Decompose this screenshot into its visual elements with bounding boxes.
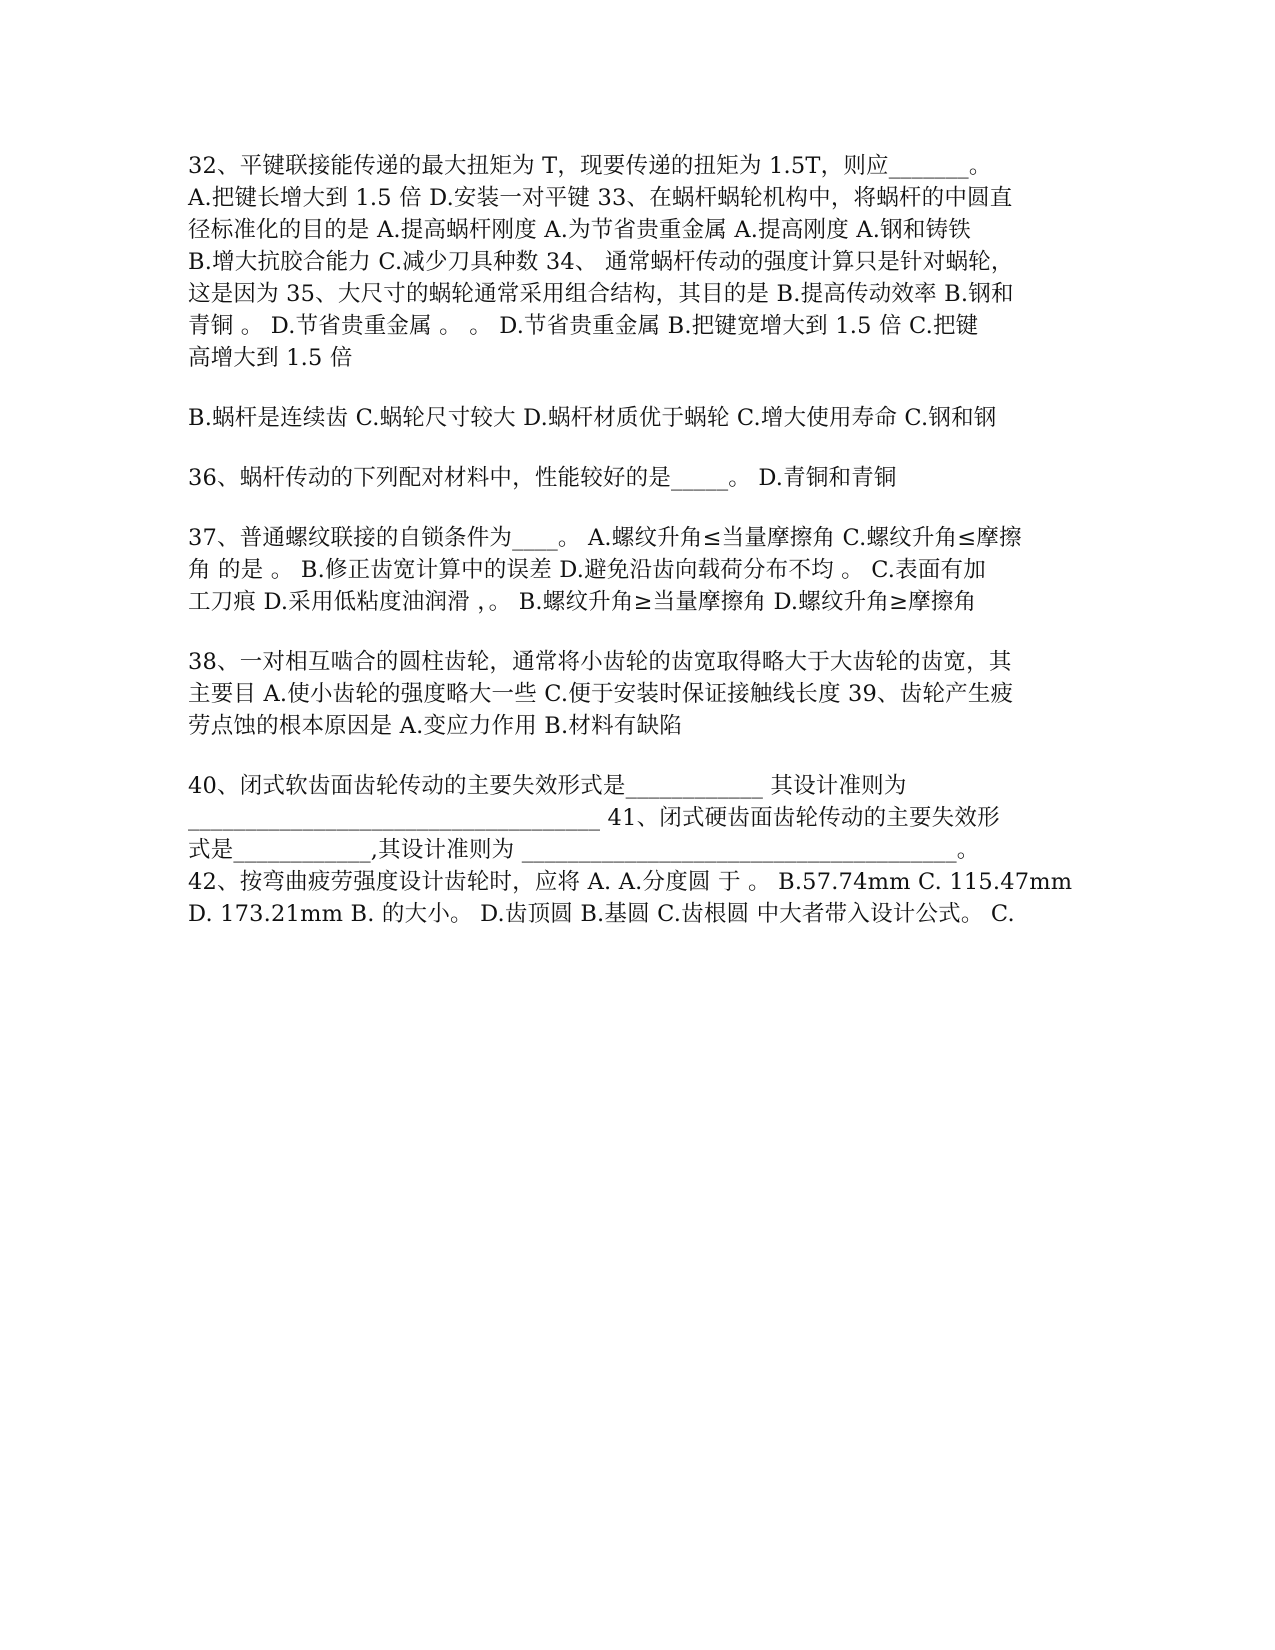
paragraph-options-34 [188, 402, 1108, 434]
text-line: 角 的是 。 B.修正齿宽计算中的误差 D.避免沿齿向载荷分布不均 。 C.表面有加 [188, 557, 986, 583]
text-line: 32、平键联接能传递的最大扭矩为 T，现要传递的扭矩为 1.5T，则应_______。 [188, 153, 992, 179]
text-line: A.把键长增大到 1.5 倍 D.安装一对平键 33、在蜗杆蜗轮机构中，将蜗杆的中圆直 [188, 185, 1013, 211]
text-line: 36、蜗杆传动的下列配对材料中，性能较好的是_____。 D.青铜和青铜 [188, 465, 897, 491]
paragraph-q32-35 [188, 150, 1108, 374]
paragraph-gap [188, 618, 1108, 646]
text-line: 径标准化的目的是 A.提高蜗杆刚度 A.为节省贵重金属 A.提高刚度 A.钢和铸铁 [188, 217, 971, 243]
paragraph-q38-39 [188, 646, 1108, 742]
paragraph-q37 [188, 522, 1108, 618]
text-line: 劳点蚀的根本原因是 A.变应力作用 B.材料有缺陷 [188, 713, 682, 739]
text-line: 这是因为 35、大尺寸的蜗轮通常采用组合结构，其目的是 B.提高传动效率 B.钢和 [188, 281, 1014, 307]
text-line: B.蜗杆是连续齿 C.蜗轮尺寸较大 D.蜗杆材质优于蜗轮 C.增大使用寿命 C.钢和钢 [188, 405, 997, 431]
text-line: 高增大到 1.5 倍 [188, 345, 353, 371]
text-line: B.增大抗胶合能力 C.减少刀具种数 34、 通常蜗杆传动的强度计算只是针对蜗轮， [188, 249, 1014, 275]
text-line: 式是____________,其设计准则为 ______________________________________。 [188, 837, 980, 863]
text-line: 37、普通螺纹联接的自锁条件为____。 A.螺纹升角≤当量摩擦角 C.螺纹升角≤摩擦 [188, 525, 1022, 551]
paragraph-gap [188, 374, 1108, 402]
paragraph-q36 [188, 462, 1108, 494]
text-line: 主要目 A.使小齿轮的强度略大一些 C.便于安装时保证接触线长度 39、齿轮产生疲 [188, 681, 1014, 707]
paragraph-q40-42 [188, 770, 1108, 930]
text-line: ____________________________________ 41、闭式硬齿面齿轮传动的主要失效形 [188, 805, 1000, 831]
text-line: 42、按弯曲疲劳强度设计齿轮时，应将 A. A.分度圆 于 。 B.57.74mm C. 115.47mm [188, 869, 1073, 895]
text-line: 40、闭式软齿面齿轮传动的主要失效形式是____________ 其设计准则为 [188, 773, 907, 799]
text-line: 青铜 。 D.节省贵重金属 。 。 D.节省贵重金属 B.把键宽增大到 1.5 倍 C.把键 [188, 313, 979, 339]
paragraph-gap [188, 494, 1108, 522]
document-page [188, 150, 1108, 930]
text-line: 工刀痕 D.采用低粘度油润滑 ，。 B.螺纹升角≥当量摩擦角 D.螺纹升角≥摩擦角 [188, 589, 977, 615]
paragraph-gap [188, 742, 1108, 770]
text-line: 38、一对相互啮合的圆柱齿轮，通常将小齿轮的齿宽取得略大于大齿轮的齿宽，其 [188, 649, 1012, 675]
text-line: D. 173.21mm B. 的大小。 D.齿顶圆 B.基圆 C.齿根圆 中大者带入设计公式。 C. [188, 901, 1015, 927]
paragraph-gap [188, 434, 1108, 462]
